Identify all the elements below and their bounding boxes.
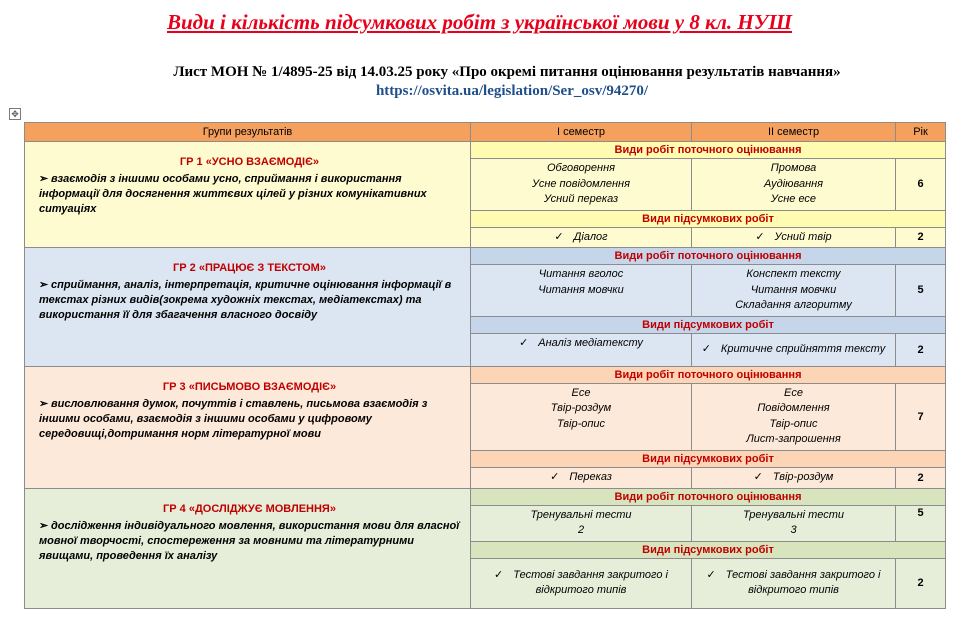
group-cell — [25, 488, 471, 608]
document-title: Види і кількість підсумкових робіт з української мови у 8 кл. НУШ — [167, 10, 792, 34]
final-year: 2 — [896, 467, 946, 488]
group-title: ГР 4 «ДОСЛІДЖУЄ МОВЛЕННЯ» — [163, 502, 336, 515]
band-final: Види підсумкових робіт — [471, 541, 946, 558]
group-description: сприймання, аналіз, інтерпретація, критичне оцінювання інформації в текстах різних видів(зокрема художніх текстах, медіатекстах) та використання її для збагачення власного досвіду — [39, 279, 452, 321]
group-cell — [25, 142, 471, 248]
final-sem1: ✓ Тестові завдання закритого і відкритого типів — [471, 558, 692, 608]
header-sem1: І семестр — [471, 123, 692, 142]
final-year: 2 — [896, 558, 946, 608]
current-sem2: Есе Повідомлення Твір-опис Лист-запрошення — [692, 383, 896, 450]
final-sem2: ✓ Твір-роздум — [692, 467, 896, 488]
results-table — [24, 122, 946, 609]
band-final: Види підсумкових робіт — [471, 210, 946, 227]
table-move-handle-icon[interactable]: ✥ — [9, 108, 21, 120]
current-sem1: Тренувальні тести 2 — [471, 505, 692, 541]
group-description: висловлювання думок, почуттів і ставлень, письмова взаємодія з іншими особами, взаємодія з іншими особами у цифровому середовищі,дотримання норм літературної мови — [39, 397, 428, 440]
current-sem2: Промова Аудіювання Усне есе — [692, 159, 896, 211]
table-body — [25, 142, 946, 609]
arrow-bullet-icon: ➢ — [39, 279, 49, 291]
check-icon: ✓ — [706, 568, 716, 581]
current-year: 5 — [896, 265, 946, 317]
group-cell — [25, 366, 471, 488]
check-icon: ✓ — [494, 568, 504, 581]
current-year: 5 — [896, 505, 946, 541]
check-icon: ✓ — [701, 342, 711, 355]
group-description: взаємодія з іншими особами усно, сприймання і використання інформації для досягнення життєвих цілей у різних комунікативних ситуаціях — [39, 173, 427, 215]
final-sem2: ✓ Критичне сприйняття текстy — [692, 333, 896, 366]
header-year: Рік — [896, 123, 946, 142]
current-year: 7 — [896, 383, 946, 450]
current-sem1: Читання вголос Читання мовчки — [471, 265, 692, 317]
header-groups: Групи результатів — [25, 123, 471, 142]
check-icon: ✓ — [550, 470, 560, 483]
group-cell — [25, 248, 471, 367]
current-sem2: Конспект тексту Читання мовчки Складання алгоритму — [692, 265, 896, 317]
final-year: 2 — [896, 333, 946, 366]
table-header-row — [25, 123, 946, 142]
current-year: 6 — [896, 159, 946, 211]
group-title: ГР 2 «ПРАЦЮЄ З ТЕКСТОМ» — [173, 262, 326, 274]
check-icon: ✓ — [755, 230, 765, 243]
group-description: дослідження індивідуального мовлення, використання мови для власної мовної творчості, спостереження за мовними та літературними явищами, проведення їх аналізу — [39, 519, 460, 562]
current-sem1: Обговорення Усне повідомлення Усний переказ — [471, 159, 692, 211]
final-sem1: ✓ Діалог — [471, 227, 692, 248]
group-title: ГР 1 «УСНО ВЗАЄМОДІЄ» — [179, 156, 320, 168]
final-sem2: ✓ Усний твір — [692, 227, 896, 248]
group-title: ГР 3 «ПИСЬМОВО ВЗАЄМОДІЄ» — [162, 380, 337, 393]
final-sem1: ✓ Переказ — [471, 467, 692, 488]
band-final: Види підсумкових робіт — [471, 450, 946, 467]
band-current: Види робіт поточного оцінювання — [471, 366, 946, 383]
arrow-bullet-icon: ➢ — [39, 397, 49, 410]
band-current: Види робіт поточного оцінювання — [471, 142, 946, 159]
check-icon: ✓ — [753, 470, 763, 483]
check-icon: ✓ — [519, 336, 529, 349]
header-sem2: ІІ семестр — [692, 123, 896, 142]
final-sem2: ✓ Тестові завдання закритого і відкритого типів — [692, 558, 896, 608]
final-year: 2 — [896, 227, 946, 248]
band-current: Види робіт поточного оцінювання — [471, 248, 946, 265]
final-sem1: ✓ Аналіз медіатексту — [471, 333, 692, 366]
arrow-bullet-icon: ➢ — [39, 173, 49, 185]
arrow-bullet-icon: ➢ — [39, 519, 49, 532]
source-link[interactable]: https://osvita.ua/legislation/Ser_osv/94270/ — [375, 83, 649, 99]
current-sem2: Тренувальні тести 3 — [692, 505, 896, 541]
current-sem1: Есе Твір-роздум Твір-опис — [471, 383, 692, 450]
document-subtitle: Лист МОН № 1/4895-25 від 14.03.25 року «Про окремі питання оцінювання результатів навчання» — [173, 64, 841, 80]
check-icon: ✓ — [554, 230, 564, 243]
band-final: Види підсумкових робіт — [471, 316, 946, 333]
band-current: Види робіт поточного оцінювання — [471, 488, 946, 505]
